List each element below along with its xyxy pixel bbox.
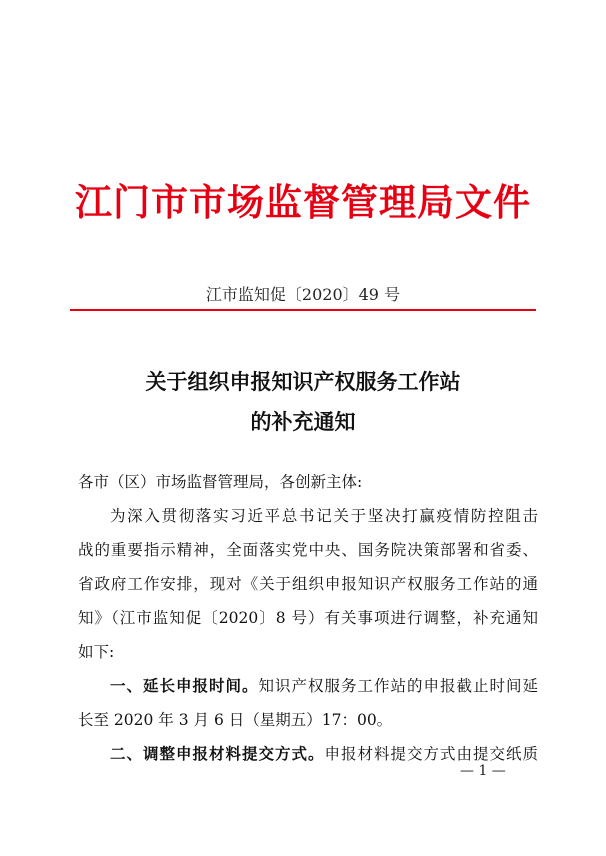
page-number: — 1 — [460,763,506,779]
paragraph-line: 省政府工作安排，现对《关于组织申报知识产权服务工作站的通 [78,575,538,593]
paragraph-line: 知》（江市监知促〔2020〕8 号）有关事项进行调整，补充通知 [78,609,538,627]
issuer-header-title: 江门市市场监督管理局文件 [75,180,531,224]
item-1-heading: 一、延长申报时间。 [110,676,259,695]
salutation: 各市（区）市场监督管理局，各创新主体: [78,473,363,491]
paragraph-line: 战的重要指示精神，全面落实党中央、国务院决策部署和省委、 [78,541,538,559]
notice-title-line-1: 关于组织申报知识产权服务工作站 [145,369,461,394]
item-1-line-2: 长至 2020 年 3 月 6 日（星期五）17：00。 [78,711,393,729]
paragraph-line: 如下: [78,643,115,661]
document-number: 江市监知促〔2020〕49 号 [205,285,401,304]
item-2-line-1 [110,744,538,764]
red-divider-line [70,309,536,311]
item-2-text: 申报材料提交方式由提交纸质 [324,745,538,763]
paragraph-line: 为深入贯彻落实习近平总书记关于坚决打赢疫情防控阻击 [110,507,538,525]
item-2-heading: 二、调整申报材料提交方式。 [110,744,325,763]
notice-title-line-2: 的补充通知 [250,409,356,434]
item-1-text: 知识产权服务工作站的申报截止时间延 [258,677,538,695]
item-1-line-1 [110,676,538,696]
